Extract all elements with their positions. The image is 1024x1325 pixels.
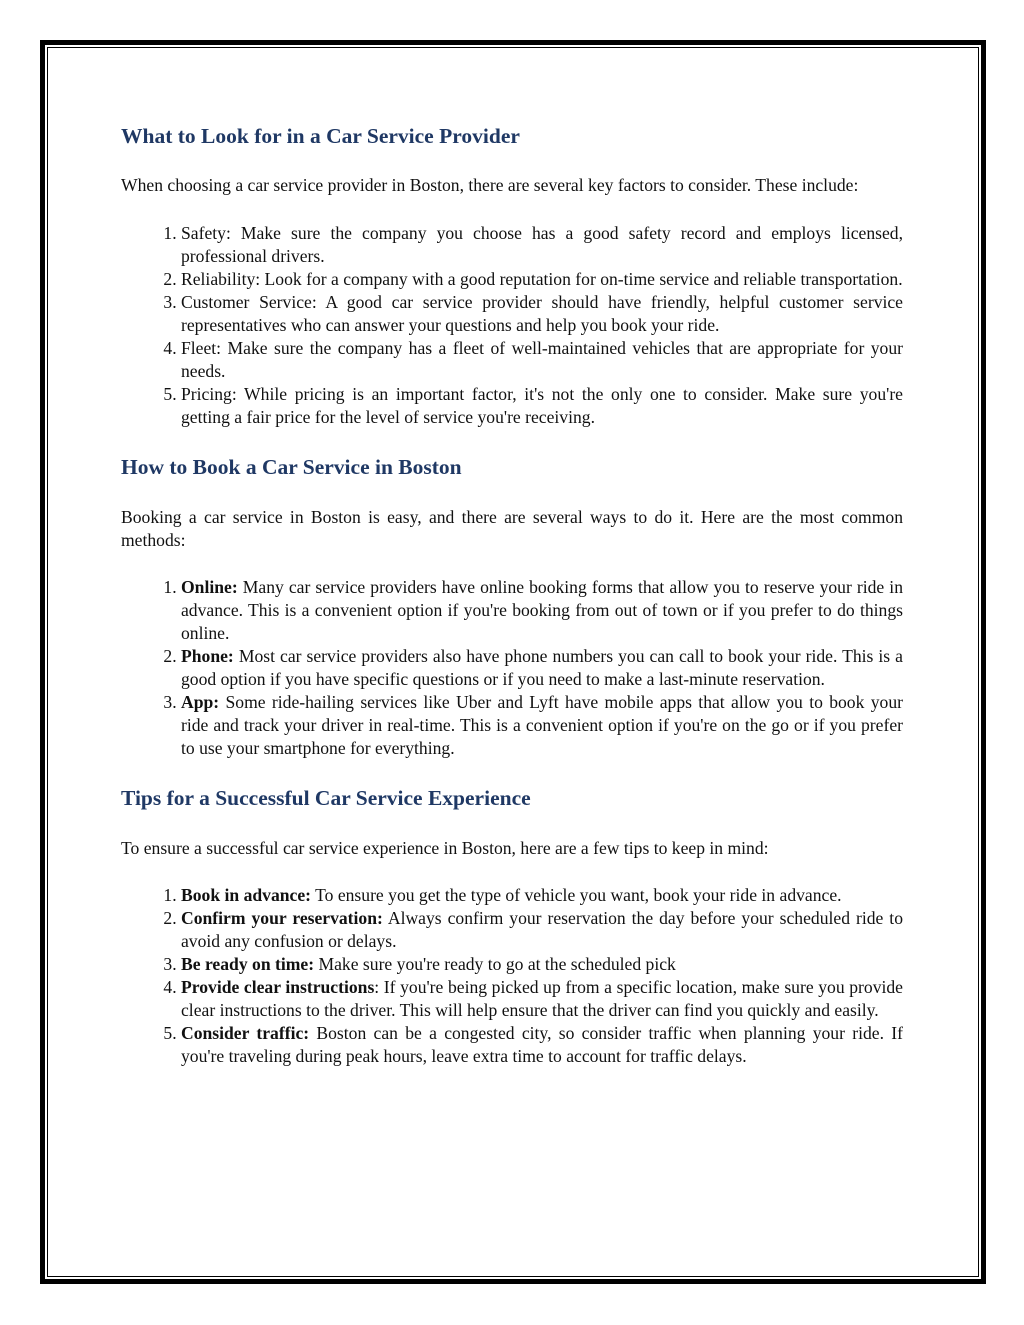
list-item: 4. Fleet: Make sure the company has a fleet of well-maintained vehicles that are appropriate for your needs.: [181, 337, 903, 383]
list-item: 5. Pricing: While pricing is an important factor, it's not the only one to consider. Make sure you're getting a fair price for the level of service you're receiving.: [181, 383, 903, 429]
list-item: 2. Phone: Most car service providers also have phone numbers you can call to book your ride. This is a good option if you have specific questions or if you need to make a last-minute reservation.: [181, 645, 903, 691]
list-item: 4. Provide clear instructions: If you're being picked up from a specific location, make sure you provide clear instructions to the driver. This will help ensure that the driver can find you quickly and easily.: [181, 976, 903, 1022]
section-heading-tips: Tips for a Successful Car Service Experience: [121, 786, 531, 810]
section-heading-what-to-look-for: What to Look for in a Car Service Provider: [121, 124, 520, 148]
booking-methods-list: [121, 576, 903, 760]
section-intro-paragraph: Booking a car service in Boston is easy, and there are several ways to do it. Here are the most common methods:: [121, 507, 903, 550]
list-item: 2. Reliability: Look for a company with a good reputation for on-time service and reliable transportation.: [181, 268, 903, 291]
list-item: 1. Safety: Make sure the company you choose has a good safety record and employs licensed, professional drivers.: [181, 222, 903, 268]
list-item: 1. Online: Many car service providers have online booking forms that allow you to reserve your ride in advance. This is a convenient option if you're booking from out of town or if you prefer to do things online.: [181, 576, 903, 645]
section-heading-how-to-book: How to Book a Car Service in Boston: [121, 455, 462, 479]
list-item: 5. Consider traffic: Boston can be a congested city, so consider traffic when planning your ride. If you're traveling during peak hours, leave extra time to account for traffic delays.: [181, 1022, 903, 1068]
factors-list: [121, 222, 903, 429]
section-intro-paragraph: To ensure a successful car service experience in Boston, here are a few tips to keep in mind:: [121, 838, 769, 858]
list-item: 3. Customer Service: A good car service provider should have friendly, helpful customer service representatives who can answer your questions and help you book your ride.: [181, 291, 903, 337]
tips-list: [121, 884, 903, 1068]
list-item: 3. App: Some ride-hailing services like Uber and Lyft have mobile apps that allow you to book your ride and track your driver in real-time. This is a convenient option if you're on the go or if you prefer to use your smartphone for everything.: [181, 691, 903, 760]
list-item: 2. Confirm your reservation: Always confirm your reservation the day before your scheduled ride to avoid any confusion or delays.: [181, 907, 903, 953]
section-intro-paragraph: When choosing a car service provider in Boston, there are several key factors to consider. These include:: [121, 175, 859, 195]
list-item: 3. Be ready on time: Make sure you're ready to go at the scheduled pick: [181, 953, 903, 976]
list-item: 1. Book in advance: To ensure you get the type of vehicle you want, book your ride in advance.: [181, 884, 903, 907]
document-body: [121, 120, 903, 1068]
